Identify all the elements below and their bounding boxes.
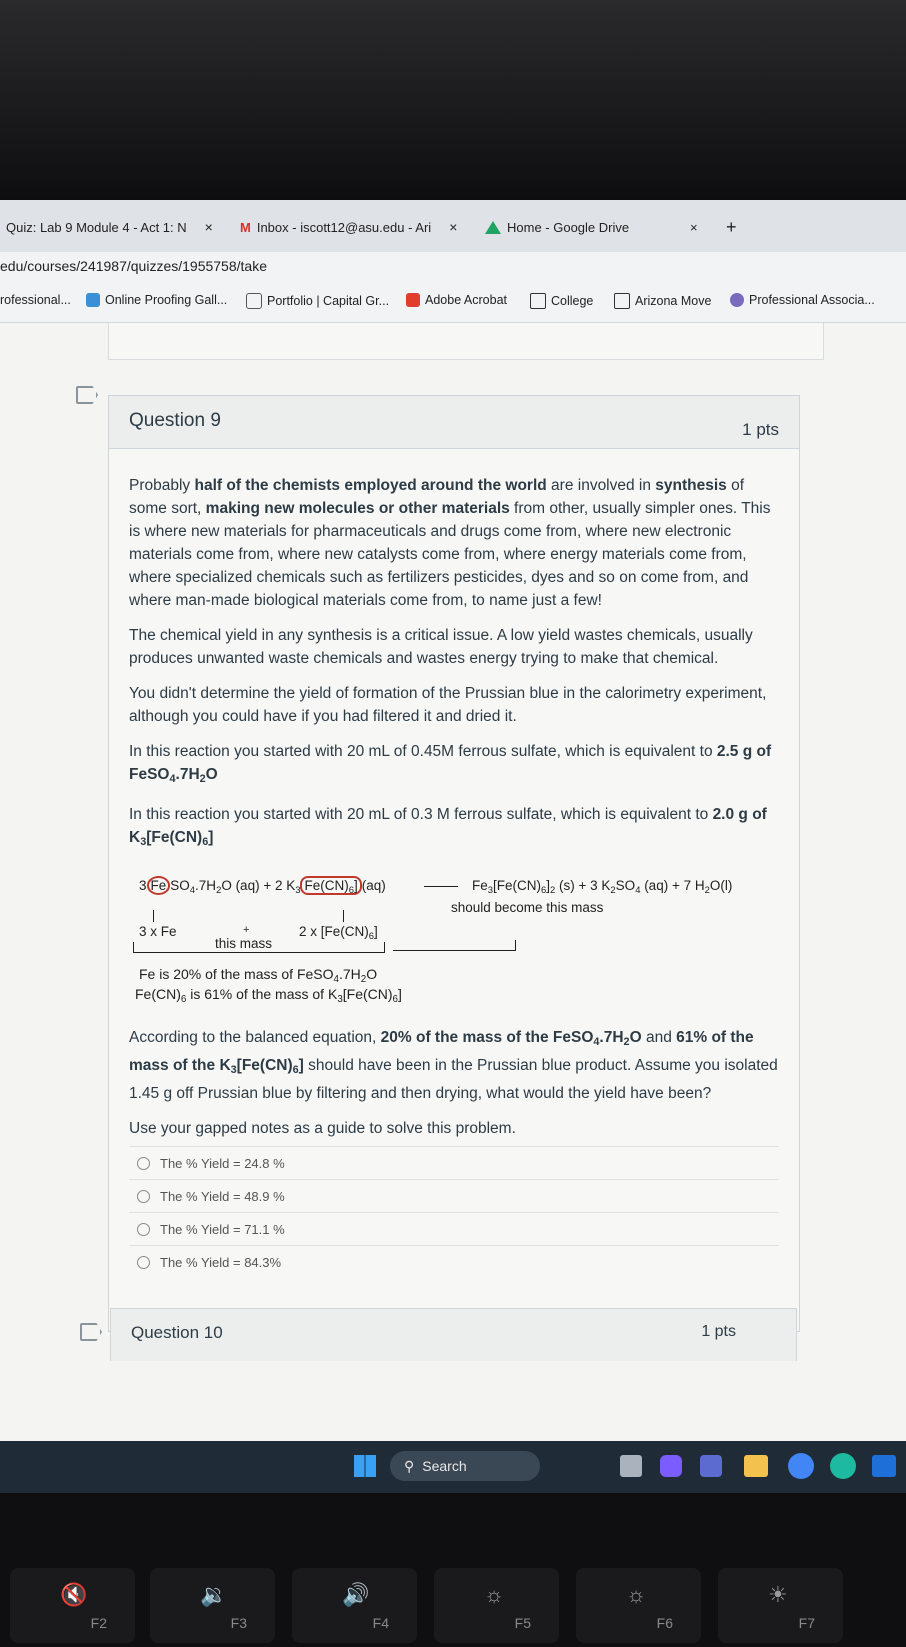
paragraph: According to the balanced equation, 20% of the mass of the $FeSO_4.7H_2O$ and 61% of the mass of the $K_3[Fe(CN)_6]$ should have been in the Prussian blue product. Assume you isolated 1.45 g off Prussian blue by filtering and then drying, what would the yield have been?: [129, 1029, 778, 1102]
paragraph: The chemical yield in any synthesis is a critical issue. A low yield wastes chemicals, usually produces unwanted waste chemicals and wastes energy trying to make that chemical.: [129, 627, 753, 667]
radio-button[interactable]: [137, 1190, 150, 1203]
fe-circle: Fe: [147, 876, 171, 895]
search-icon: ⚲: [404, 1457, 415, 1474]
answer-option[interactable]: [129, 1179, 779, 1212]
bookmark-label: Portfolio | Capital Gr...: [267, 294, 390, 308]
keyboard: [0, 1493, 906, 1647]
tab-label: Inbox - iscott12@asu.edu - Ari: [256, 219, 432, 235]
question-title: Question 10: [131, 1323, 223, 1342]
question-body: [129, 474, 784, 866]
volume-up-icon: 🔊: [342, 1582, 370, 1607]
quiz-page: [0, 323, 906, 1441]
taskbar-search[interactable]: [390, 1451, 540, 1481]
bookmark-item[interactable]: [86, 293, 227, 307]
bookmark-label: Professional Associa...: [749, 293, 875, 307]
question-points: 1 pts: [742, 420, 779, 439]
key-label: F5: [514, 1615, 531, 1631]
browser-tab-bar: [0, 200, 906, 253]
bookmark-label: Online Proofing Gall...: [105, 293, 228, 307]
tab-label: Quiz: Lab 9 Module 4 - Act 1: N: [6, 219, 187, 235]
brightness-off-icon: ☼: [484, 1582, 505, 1607]
drive-icon: [485, 221, 501, 234]
bracket: [133, 942, 385, 953]
answer-label: The % Yield = 71.1 %: [160, 1221, 285, 1237]
answer-label: The % Yield = 24.8 %: [160, 1155, 285, 1171]
paragraph: You didn't determine the yield of formation of the Prussian blue in the calorimetry experiment, although you could have if you had filtered it and dried it.: [129, 685, 767, 725]
flag-question-icon[interactable]: [80, 1323, 102, 1341]
radio-button[interactable]: [137, 1157, 150, 1170]
gmail-icon: M: [240, 219, 251, 235]
equation-rhs: $Fe_3[Fe(CN)_6]_2$ (s) + 3 $K_2SO_4$ (aq) + 7 $H_2O(l)$: [472, 878, 733, 896]
bookmark-item[interactable]: [246, 293, 389, 309]
bookmark-label: Adobe Acrobat: [425, 293, 508, 307]
three-fe-label: 3 x Fe: [139, 924, 177, 939]
bracket-arrow: [393, 940, 516, 951]
bookmark-item[interactable]: [530, 293, 593, 309]
paragraph: In this reaction you started with 20 mL of 0.45M ferrous sulfate, which is equivalent to 2.5 g of $FeSO_4.7H_2O$: [129, 743, 772, 785]
key-f3[interactable]: [150, 1568, 275, 1643]
site-icon: [246, 293, 262, 309]
question-header: [109, 396, 799, 449]
key-label: F3: [230, 1615, 247, 1631]
fecn-circle: $Fe(CN)_6$]: [300, 876, 361, 895]
screen-bezel: [0, 0, 906, 200]
edge-icon[interactable]: [830, 1453, 856, 1479]
answer-option[interactable]: [129, 1146, 779, 1179]
bookmark-label: Arizona Move: [635, 294, 712, 308]
bookmark-label: College: [551, 294, 594, 308]
two-fecn-label: 2 x $[Fe(CN)_6]$: [299, 924, 378, 942]
question-card: [108, 395, 800, 1332]
file-explorer-icon[interactable]: [744, 1455, 768, 1477]
brightness-down-icon: ☼: [626, 1582, 647, 1607]
question-body-2: [129, 1026, 784, 1152]
tab-quiz[interactable]: [6, 212, 213, 242]
key-label: F4: [372, 1615, 389, 1631]
key-f5[interactable]: [434, 1568, 559, 1643]
outlook-icon[interactable]: [872, 1455, 896, 1477]
tab-drive[interactable]: [485, 212, 629, 242]
folder-icon: [614, 293, 630, 309]
note-fe: Fe is 20% of the mass of $FeSO_4.7H_2O$: [139, 966, 378, 985]
bookmark-item[interactable]: [0, 293, 71, 307]
bookmark-item[interactable]: [406, 293, 507, 307]
site-icon: [86, 293, 100, 307]
radio-button[interactable]: [137, 1223, 150, 1236]
app-icon[interactable]: [620, 1455, 642, 1477]
answer-option[interactable]: [129, 1245, 779, 1278]
paragraph: In this reaction you started with 20 mL of 0.3 M ferrous sulfate, which is equivalent to 2.0 g of $K_3[Fe(CN)_6]$: [129, 806, 767, 848]
question-title: Question 9: [129, 410, 221, 431]
question-card-next: [110, 1308, 797, 1361]
answer-list: [129, 1146, 779, 1278]
address-bar[interactable]: [0, 252, 906, 282]
bookmarks-bar: [0, 282, 906, 323]
bookmark-item[interactable]: [730, 293, 875, 307]
key-label: F2: [90, 1615, 107, 1631]
search-label: Search: [422, 1458, 467, 1474]
tab-inbox[interactable]: [240, 212, 457, 242]
should-become-label: should become this mass: [451, 900, 604, 915]
paragraph: Use your gapped notes as a guide to solve this problem.: [129, 1120, 516, 1137]
key-label: F7: [798, 1615, 815, 1631]
bookmark-item[interactable]: [614, 293, 711, 309]
brightness-up-icon: ☀: [768, 1582, 788, 1607]
folder-icon: [530, 293, 546, 309]
this-mass-label: this mass: [215, 936, 273, 951]
copilot-icon[interactable]: [660, 1455, 682, 1477]
volume-down-icon: 🔉: [200, 1582, 228, 1607]
key-f4[interactable]: [292, 1568, 417, 1643]
arrow-down: [153, 910, 154, 922]
acrobat-icon: [406, 293, 420, 307]
equation-lhs: 3 Fe $SO_4.7H_2O$ (aq) + 2 $K_3$ $Fe(CN)_6$] (aq): [139, 878, 386, 896]
question-points: 1 pts: [701, 1323, 736, 1340]
arrow-down: [343, 910, 344, 922]
teams-icon[interactable]: [700, 1455, 722, 1477]
close-icon[interactable]: ×: [204, 219, 213, 235]
taskbar: [0, 1441, 906, 1493]
previous-question-box: [108, 323, 824, 360]
key-label: F6: [656, 1615, 673, 1631]
answer-option[interactable]: [129, 1212, 779, 1245]
key-f6[interactable]: [576, 1568, 701, 1643]
mute-icon: 🔇: [60, 1582, 88, 1607]
reaction-equation: [135, 878, 779, 1018]
answer-label: The % Yield = 84.3%: [160, 1254, 282, 1270]
close-icon[interactable]: ×: [690, 219, 698, 235]
site-icon: [730, 293, 744, 307]
flag-question-icon[interactable]: [76, 386, 98, 404]
plus-label: +: [243, 924, 250, 936]
tab-label: Home - Google Drive: [507, 219, 630, 235]
close-icon[interactable]: ×: [449, 219, 458, 235]
new-tab-button[interactable]: +: [726, 216, 737, 237]
reaction-arrow: [424, 886, 458, 887]
chrome-icon[interactable]: [788, 1453, 814, 1479]
windows-start-icon[interactable]: [354, 1455, 376, 1477]
paragraph: Probably half of the chemists employed around the world are involved in synthesis of some sort, making new molecules or other materials from other, usually simpler ones. This is where new materials for pharmaceuticals and drugs come from, where new electronic materials come from, where new catalysts come from, where energy materials come from, where specialized chemicals such as fertilizers pesticides, dyes and so on come from, and where man-made biological materials come from, to name just a few!: [129, 477, 771, 609]
answer-label: The % Yield = 48.9 %: [160, 1188, 285, 1204]
radio-button[interactable]: [137, 1256, 150, 1269]
note-fecn: $Fe(CN)_6$ is 61% of the mass of $K_3[Fe(CN)_6]$: [135, 986, 402, 1005]
bookmark-label: rofessional...: [0, 293, 71, 307]
key-f7[interactable]: [718, 1568, 843, 1643]
key-f2[interactable]: [10, 1568, 135, 1643]
url-text: edu/courses/241987/quizzes/1955758/take: [0, 258, 267, 274]
